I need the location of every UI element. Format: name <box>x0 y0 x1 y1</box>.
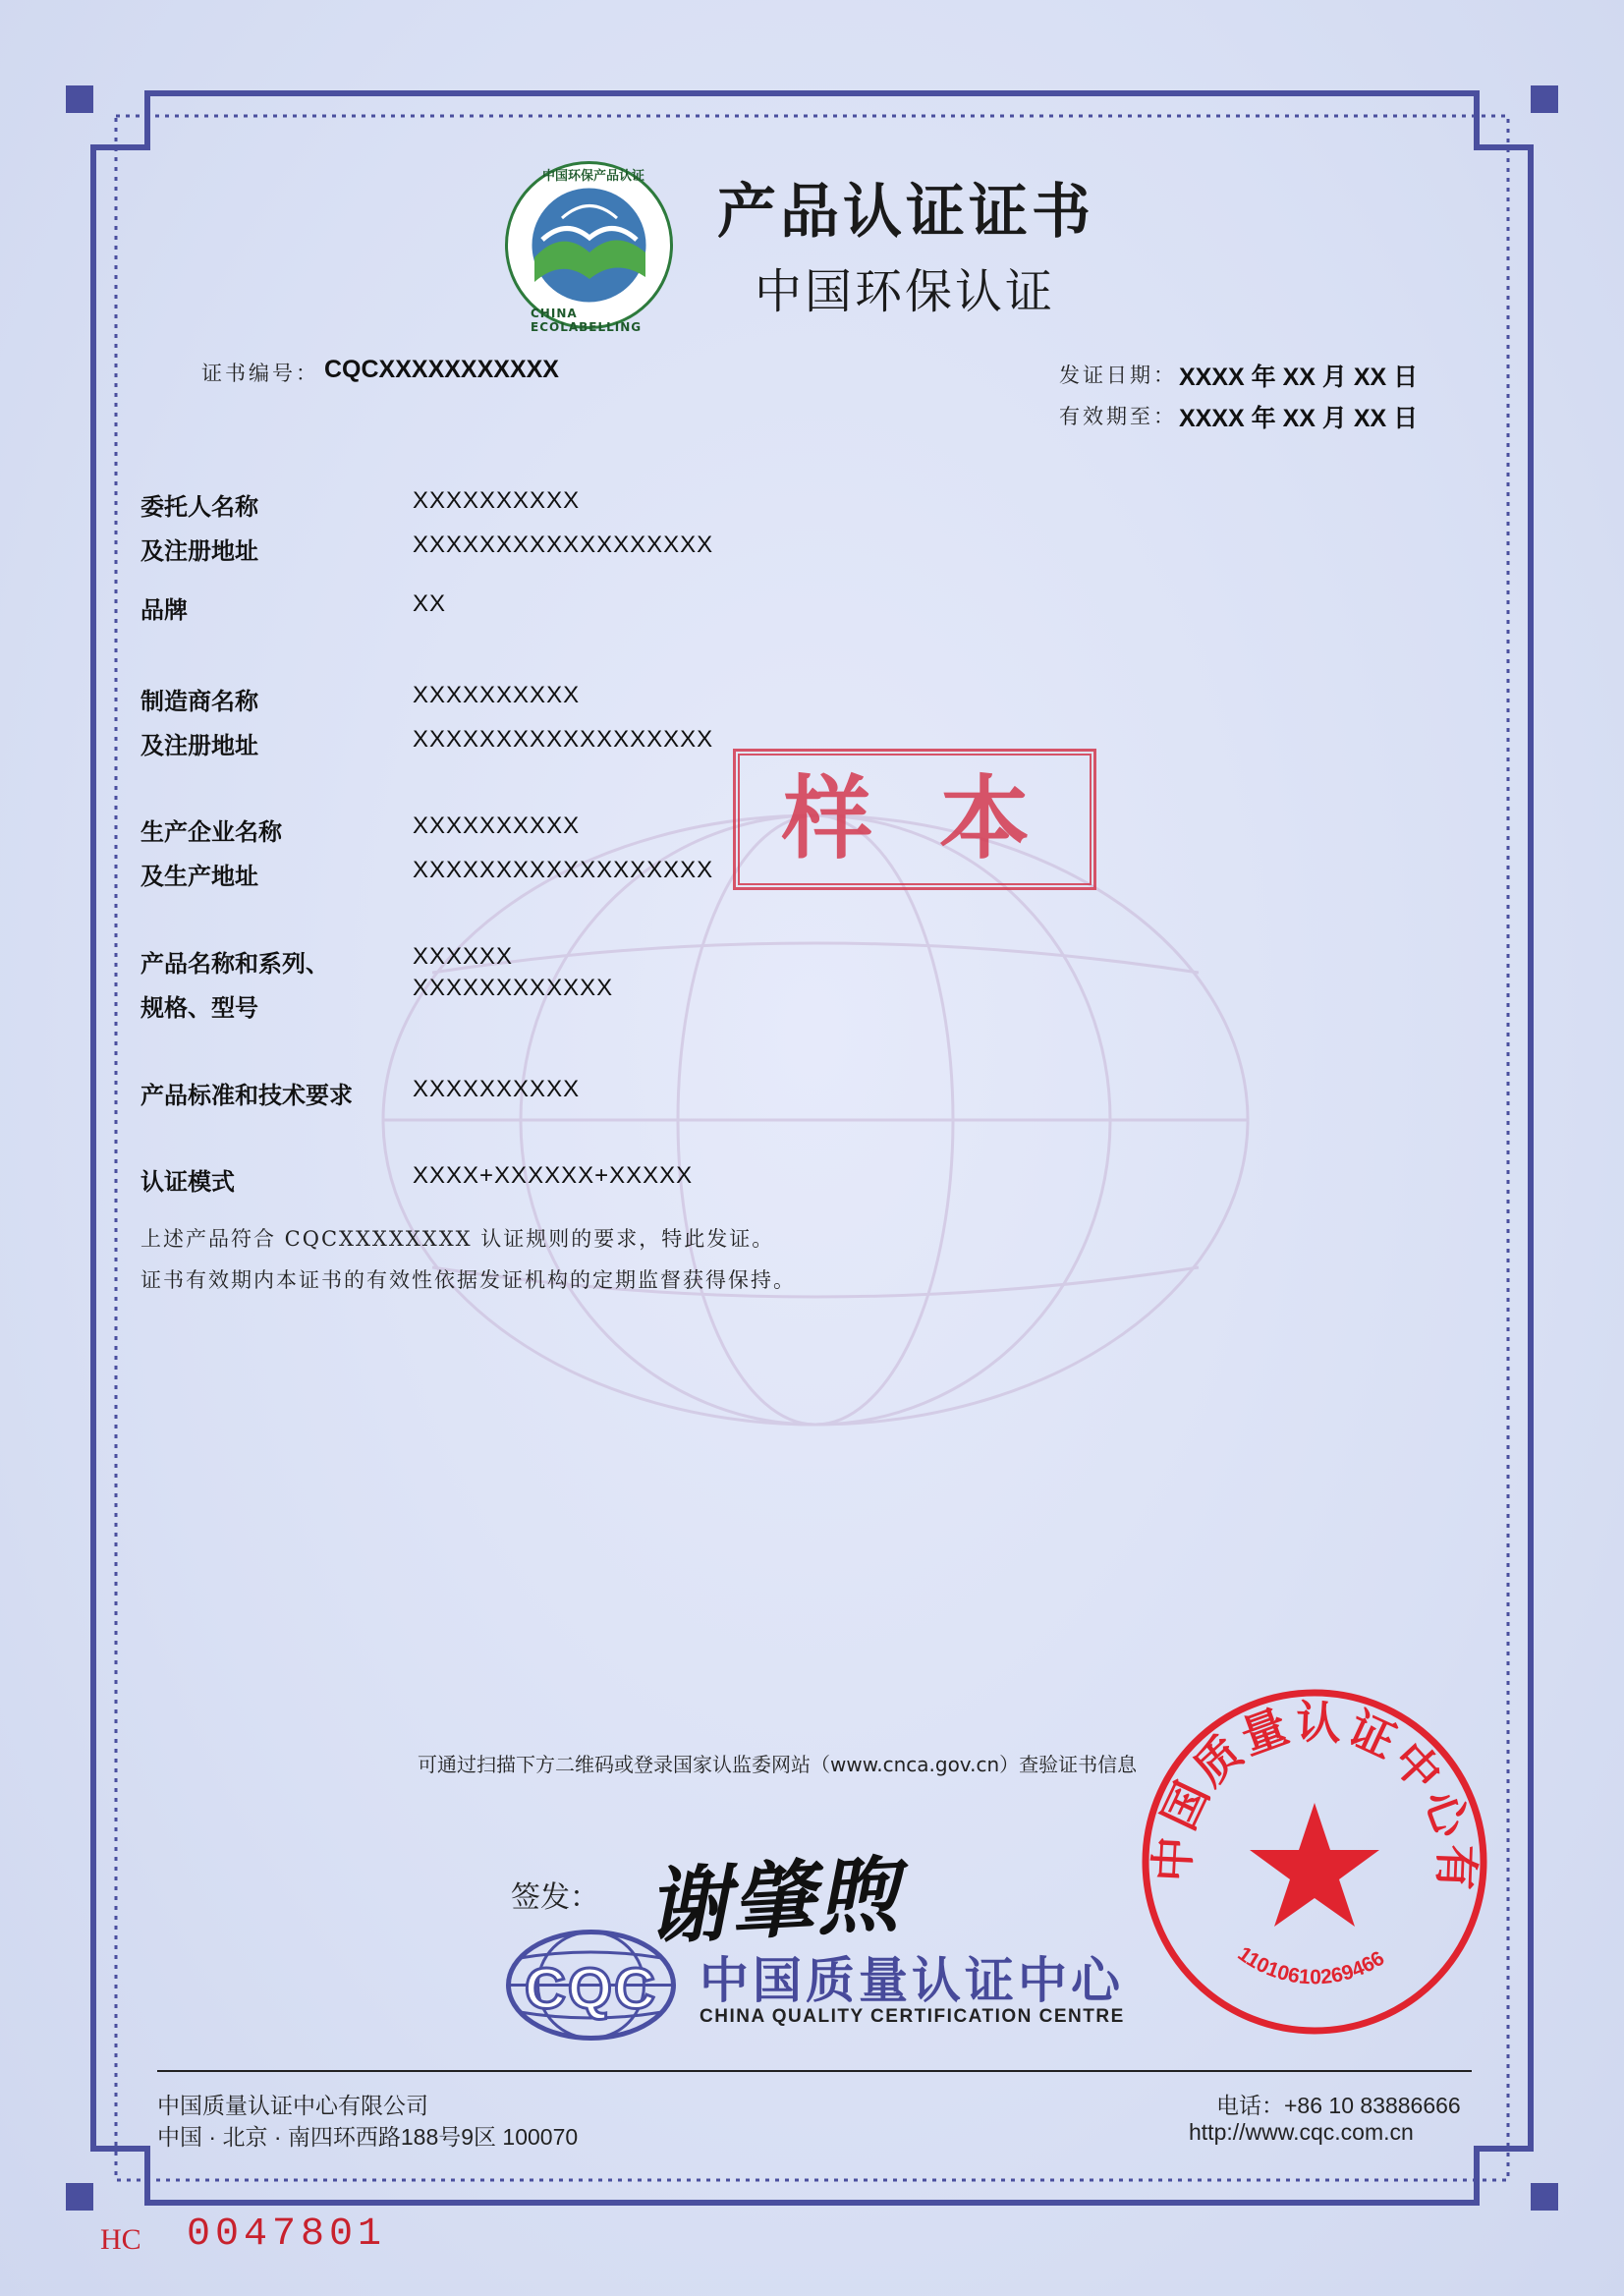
footer-company: 中国质量认证中心有限公司 <box>157 2093 428 2118</box>
issuer-name-cn: 中国质量认证中心 <box>700 1952 1124 2009</box>
field-label: 产品名称和系列、 <box>140 950 329 978</box>
field-value: XX <box>413 590 447 617</box>
statement-line: 上述产品符合 CQCXXXXXXXX 认证规则的要求，特此发证。 <box>140 1227 775 1251</box>
signature-handwriting: 谢肇煦 <box>644 1845 903 1956</box>
field-value: XXXXXXXXXX <box>413 812 581 839</box>
seal-code: 1101061026946​6 <box>1233 1942 1389 1989</box>
sample-stamp-text: 样 本 <box>781 766 1048 871</box>
field-value: XXXXXXXXXX <box>413 1076 581 1102</box>
field-label: 委托人名称 <box>140 493 258 521</box>
field-label: 及生产地址 <box>140 863 258 890</box>
field-value: XXXXXXXXXXXXXXXXXX <box>413 726 714 753</box>
valid-until-label: 有效期至： <box>1059 405 1177 428</box>
field-value: XXXXXXXXXXXX <box>413 975 614 1001</box>
field-label: 产品标准和技术要求 <box>140 1082 353 1109</box>
cert-no-value: CQCXXXXXXXXXXX <box>324 356 559 383</box>
serial-prefix: HC <box>100 2223 141 2256</box>
verify-note: 可通过扫描下方二维码或登录国家认监委网站（www.cnca.gov.cn）查验证书信息 <box>418 1753 1138 1776</box>
cert-no-label: 证书编号： <box>201 362 319 385</box>
seal-ring-text: 中国质量认证中心有 <box>1145 1695 1484 1895</box>
statement-line: 证书有效期内本证书的有效性依据发证机构的定期监督获得保持。 <box>140 1268 796 1292</box>
valid-until-value: XXXX 年 XX 月 XX 日 <box>1179 405 1419 432</box>
signature-label: 签发： <box>511 1880 599 1915</box>
field-label: 品牌 <box>140 596 188 624</box>
china-ecolabelling-logo <box>503 159 675 334</box>
logo-text-en: CHINA ECOLABELLING <box>531 307 643 334</box>
issue-date-value: XXXX 年 XX 月 XX 日 <box>1179 364 1419 391</box>
certificate-subtitle: 中国环保认证 <box>755 264 1056 319</box>
issuer-name-en: CHINA QUALITY CERTIFICATION CENTRE <box>700 2006 1125 2027</box>
field-label: 及注册地址 <box>140 732 258 759</box>
footer-address: 中国 · 北京 · 南四环西路188号9区 100070 <box>157 2124 579 2150</box>
footer-phone: 电话：+86 10 83886666 <box>1216 2093 1461 2118</box>
field-value: XXXXXXXXXXXXXXXXXX <box>413 857 714 883</box>
footer-website[interactable]: http://www.cqc.com.cn <box>1189 2119 1414 2145</box>
field-label: 制造商名称 <box>140 688 258 715</box>
cqc-logo <box>505 1929 677 2042</box>
issue-date-label: 发证日期： <box>1059 364 1177 387</box>
official-seal <box>1138 1685 1491 2039</box>
cqc-logo-text: CQC <box>525 1957 657 2021</box>
field-label: 认证模式 <box>140 1168 235 1196</box>
field-value: XXXXXXXXXXXXXXXXXX <box>413 532 714 558</box>
field-value: XXXXXXXXXX <box>413 682 581 708</box>
field-value: XXXXXXXXXX <box>413 487 581 514</box>
certificate-title: 产品认证证书 <box>717 178 1094 247</box>
field-value: XXXXXX <box>413 943 514 970</box>
field-label: 生产企业名称 <box>140 818 282 846</box>
logo-text-cn: 中国环保产品认证 <box>542 169 645 184</box>
field-label: 规格、型号 <box>140 994 258 1022</box>
field-value: XXXX+XXXXXX+XXXXX <box>413 1162 694 1189</box>
serial-number: 0047801 <box>187 2212 387 2257</box>
sample-stamp <box>733 749 1096 890</box>
field-label: 及注册地址 <box>140 537 258 565</box>
